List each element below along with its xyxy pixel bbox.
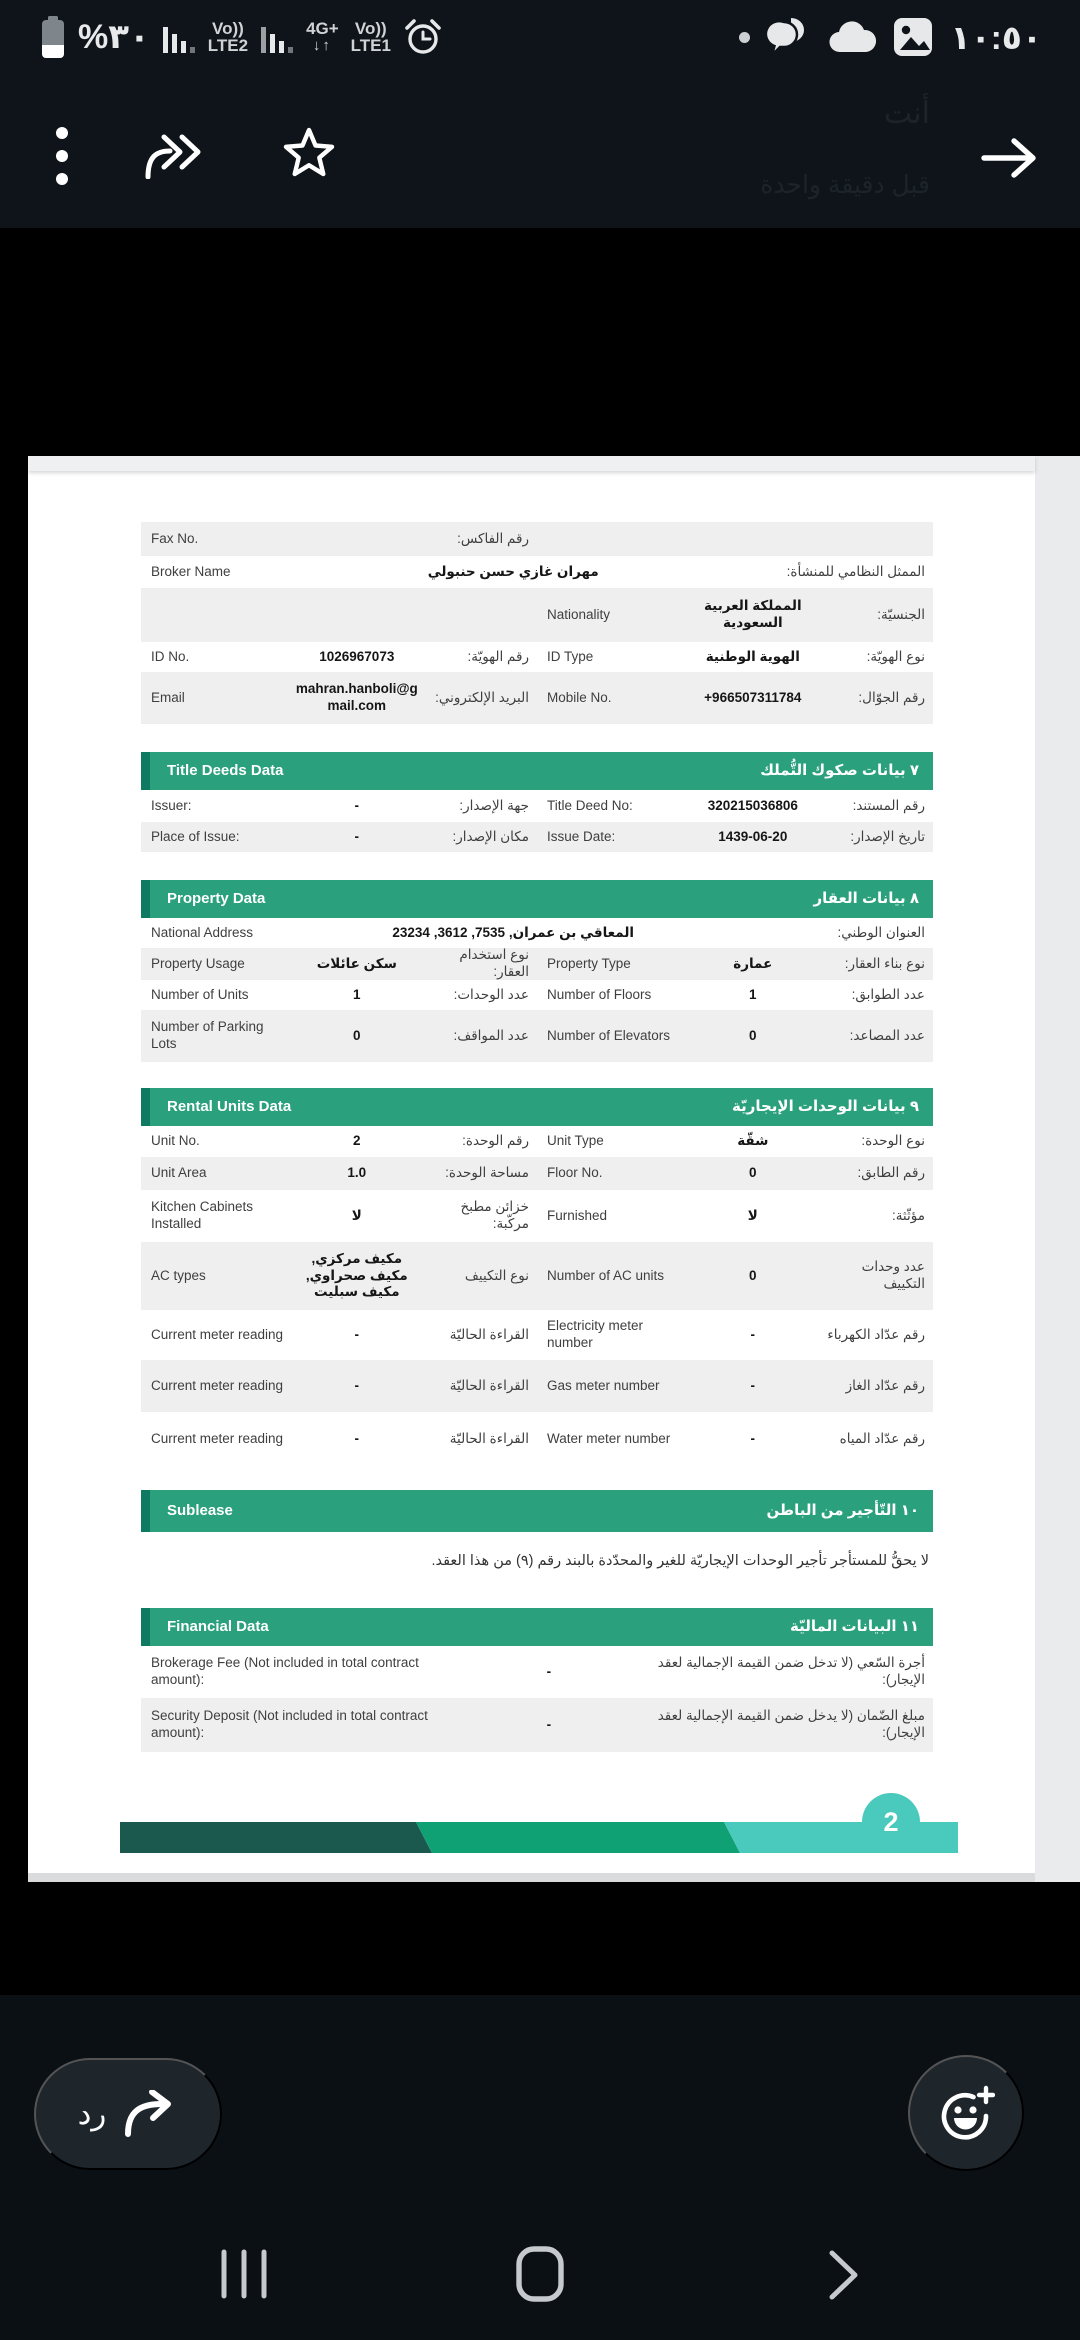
table-row [141, 1310, 933, 1360]
field-label-ar: رقم الطابق: [857, 1165, 925, 1181]
signal-bars-icon [260, 19, 294, 55]
nav-home-button[interactable] [516, 2246, 564, 2305]
table-row [141, 672, 933, 724]
field-label-ar: الجنسيّة: [877, 606, 925, 622]
top-system-area [0, 0, 1080, 228]
field-label-en: Email [151, 689, 185, 705]
field-value: - [354, 1377, 360, 1393]
document-page [28, 456, 1035, 1882]
field-label-en: Broker Name [151, 563, 231, 579]
contract-document [141, 522, 933, 1752]
star-icon [282, 127, 336, 179]
notification-dot-icon [739, 32, 750, 43]
gallery-icon [893, 17, 933, 57]
forward-button[interactable] [142, 130, 206, 180]
field-label-en: Brokerage Fee (Not included in total contract amount): [151, 1655, 419, 1687]
more-options-button[interactable] [38, 122, 86, 190]
field-label-ar: جهة الإصدار: [459, 797, 529, 813]
field-label-ar: رقم الفاكس: [457, 530, 529, 546]
field-label-en: Unit Area [151, 1165, 207, 1181]
field-value: 2 [353, 1133, 361, 1149]
field-label-en: AC types [151, 1267, 206, 1283]
field-label-en: Issue Date: [547, 828, 616, 844]
table-row [141, 980, 933, 1010]
field-label-en: Kitchen Cabinets Installed [151, 1199, 254, 1231]
field-label-ar: مساحة الوحدة: [445, 1165, 529, 1181]
field-value: - [750, 1430, 756, 1446]
field-value: +966507311784 [704, 689, 802, 705]
field-label-ar: مؤثّثة: [891, 1207, 925, 1223]
adjacent-page-edge [1035, 456, 1080, 1882]
kebab-menu-icon [55, 125, 69, 187]
field-value: المملكة العربية السعودية [704, 598, 802, 630]
star-button[interactable] [280, 124, 338, 182]
table-row [141, 1190, 933, 1242]
field-label-en: Issuer: [151, 797, 192, 813]
field-label-en: Electricity meter number [547, 1318, 644, 1350]
field-label-en: ID Type [547, 648, 594, 664]
field-value: سكن عائلات [316, 955, 397, 971]
emoji-plus-icon [937, 2085, 995, 2141]
footer-segment-mid [416, 1822, 740, 1853]
field-value: الهوية الوطنية [705, 648, 800, 664]
reply-button-label: رد [77, 2096, 107, 2131]
field-value: 1.0 [347, 1165, 367, 1181]
field-label-ar: تاريخ الإصدار: [850, 828, 925, 844]
section-title-en: Financial Data [167, 1617, 269, 1635]
add-reaction-button[interactable] [908, 2055, 1024, 2171]
field-value: المعاقي بن عمران, 7535, 3612, 23234 [392, 924, 635, 940]
field-value: 0 [749, 1027, 757, 1043]
table-row [141, 556, 933, 588]
page-number-badge: 2 [862, 1793, 920, 1851]
field-value: 1 [749, 986, 757, 1002]
field-label-ar: رقم عدّاد الغاز [845, 1377, 925, 1393]
table-row [141, 1360, 933, 1412]
table-row [141, 1157, 933, 1190]
field-value: - [354, 828, 360, 844]
field-label-ar: رقم الجوّال: [858, 689, 925, 705]
message-timestamp: قبل دقيقة واحدة [760, 171, 930, 199]
field-value: - [546, 1663, 552, 1679]
section-header-financial [141, 1608, 933, 1646]
section-title-ar: ١١ البيانات الماليّة [790, 1617, 919, 1635]
field-label-en: Property Usage [151, 955, 245, 971]
field-label-ar: نوع الوحدة: [861, 1133, 925, 1149]
field-label-en: National Address [151, 924, 254, 940]
field-label-ar: رقم الوحدة: [462, 1133, 529, 1149]
back-arrow-icon [980, 137, 1038, 179]
section-title-en: Title Deeds Data [167, 761, 284, 779]
table-row [141, 522, 933, 556]
sender-name: أنت [883, 97, 930, 130]
sim1-network-badge: Vo)) LTE2 [207, 19, 249, 55]
section-header-sublease [141, 1490, 933, 1532]
home-icon [516, 2246, 564, 2302]
field-label-ar: عدد الطوابق: [851, 986, 925, 1002]
field-value: شقّة [737, 1133, 769, 1149]
field-label-en: Floor No. [547, 1165, 603, 1181]
media-toolbar [0, 74, 1080, 228]
field-value: لا [351, 1207, 362, 1223]
field-value: لا [747, 1207, 758, 1223]
field-label-ar: رقم المستند: [852, 797, 925, 813]
back-button[interactable] [976, 134, 1042, 182]
field-label-ar: القراءة الحاليّة [449, 1326, 529, 1342]
field-label-en: Gas meter number [547, 1377, 660, 1393]
field-value: - [354, 1430, 360, 1446]
field-label-ar: نوع استخدام العقار: [459, 947, 529, 979]
field-label-en: ID No. [151, 648, 190, 664]
section-title-ar: ٧ بيانات صكوك التُّملك [760, 761, 919, 779]
field-label-ar: أجرة السّعي (لا تدخل ضمن القيمة الإجمالية لعقد الإيجار): [657, 1655, 925, 1687]
table-row [141, 642, 933, 672]
field-label-en: Number of Parking Lots [151, 1019, 264, 1051]
field-label-en: Security Deposit (Not included in total contract amount): [151, 1708, 428, 1740]
alarm-icon [403, 17, 443, 57]
field-value: 1 [353, 986, 361, 1002]
reply-arrow-icon [122, 2090, 178, 2138]
status-left-cluster [40, 16, 443, 58]
field-label-ar: عدد المواقف: [453, 1027, 529, 1043]
field-label-ar: رقم الهويّة: [467, 648, 529, 664]
section-header-rental-units [141, 1088, 933, 1126]
table-row [141, 1242, 933, 1310]
field-label-ar: عدد الوحدات: [453, 986, 529, 1002]
field-label-en: Number of AC units [547, 1267, 665, 1283]
section-title-ar: ٨ بيانات العقار [813, 889, 919, 907]
table-row [141, 918, 933, 948]
field-label-ar: مكان الإصدار: [452, 828, 529, 844]
field-label-en: Property Type [547, 955, 631, 971]
table-row [141, 948, 933, 980]
table-row [141, 588, 933, 642]
nav-recents-button[interactable] [220, 2248, 268, 2303]
table-row [141, 1412, 933, 1466]
field-value: مكيف مركزي, مكيف صحراوي, مكيف سبليت [305, 1250, 408, 1300]
field-value: 1026967073 [319, 648, 395, 664]
field-label-en: Title Deed No: [547, 797, 633, 813]
section-header-property [141, 880, 933, 918]
page-bottom-edge [28, 1873, 1035, 1882]
recents-icon [220, 2248, 268, 2300]
page-footer-bar [120, 1806, 958, 1853]
field-value: mahran.hanboli@gmail.com [295, 681, 418, 713]
field-label-ar: نوع الهويّة: [866, 648, 925, 664]
field-value: 320215036806 [707, 797, 798, 813]
battery-icon [40, 16, 66, 58]
field-label-en: Current meter reading [151, 1377, 284, 1393]
field-value: مهران غازي حسن حنبولي [427, 563, 599, 579]
field-label-ar: القراءة الحاليّة [449, 1430, 529, 1446]
forward-all-icon [144, 131, 204, 179]
field-label-ar: مبلغ الضّمان (لا يدخل ضمن القيمة الإجمالية لعقد الإيجار): [657, 1708, 925, 1740]
section-title-en: Sublease [167, 1501, 233, 1519]
table-row [141, 790, 933, 822]
clock-time: ١٠:٥٠ [950, 18, 1042, 56]
field-label-en: Nationality [547, 606, 611, 622]
table-row [141, 1126, 933, 1157]
page-top-edge [28, 456, 1035, 471]
field-label-ar: عدد وحدات التكييف [861, 1259, 925, 1291]
field-label-ar: البريد الإلكتروني: [435, 689, 529, 705]
status-right-cluster [739, 16, 1042, 58]
field-value: - [750, 1377, 756, 1393]
nav-back-chevron-icon [828, 2250, 860, 2300]
field-label-ar: العنوان الوطني: [837, 924, 925, 940]
field-label-en: Furnished [547, 1207, 608, 1223]
table-row [141, 1646, 933, 1698]
field-label-ar: رقم عدّاد الكهرباء [827, 1326, 925, 1342]
field-label-en: Mobile No. [547, 689, 612, 705]
field-label-en: Number of Floors [547, 986, 652, 1002]
section-title-ar: ٩ بيانات الوحدات الإيجاريّة [731, 1097, 919, 1115]
table-row [141, 1698, 933, 1752]
field-value: 0 [353, 1027, 361, 1043]
field-label-en: Unit No. [151, 1133, 200, 1149]
cloud-icon [828, 20, 876, 54]
field-value: - [354, 1326, 360, 1342]
reply-button[interactable] [34, 2058, 222, 2170]
status-bar [0, 0, 1080, 74]
field-value: عمارة [733, 955, 773, 971]
field-value: - [750, 1326, 756, 1342]
section-title-ar: ١٠ التّأجير من الباطن [766, 1501, 919, 1519]
section-header-title-deeds [141, 752, 933, 790]
field-label-ar: الممثل النظامي للمنشأة: [786, 563, 925, 579]
chat-bubble-icon [767, 16, 811, 58]
field-label-ar: عدد المصاعد: [849, 1027, 925, 1043]
field-label-en: Unit Type [547, 1133, 604, 1149]
field-label-en: Current meter reading [151, 1430, 284, 1446]
field-label-ar: رقم عدّاد المياه [839, 1430, 925, 1446]
nav-back-button[interactable] [828, 2250, 860, 2303]
footer-segment-light [724, 1822, 958, 1853]
field-label-en: Water meter number [547, 1430, 671, 1446]
field-label-ar: نوع التكييف [464, 1267, 529, 1283]
table-row [141, 822, 933, 852]
sublease-clause-text: لا يحقُّ للمستأجر تأجير الوحدات الإيجاريّة للغير والمحدّدة بالبند رقم (٩) من هذا العقد. [431, 1553, 929, 1569]
field-label-en: Current meter reading [151, 1326, 284, 1342]
field-label-en: Number of Elevators [547, 1027, 671, 1043]
battery-percent: %٣٠ [78, 18, 150, 56]
field-value: - [546, 1716, 552, 1732]
sim2-network-badge: Vo)) LTE1 [350, 19, 391, 55]
field-label-en: Place of Issue: [151, 828, 240, 844]
field-label-en: Fax No. [151, 530, 199, 546]
section-title-en: Property Data [167, 889, 266, 907]
mobile-data-badge: 4G+ ↓↑ [306, 19, 339, 54]
table-row [141, 1010, 933, 1062]
field-label-ar: خزائن مطبخ مركّبة: [460, 1199, 529, 1231]
field-label-ar: نوع بناء العقار: [844, 955, 925, 971]
field-label-en: Number of Units [151, 986, 249, 1002]
section-title-en: Rental Units Data [167, 1097, 292, 1115]
field-label-ar: القراءة الحاليّة [449, 1377, 529, 1393]
field-value: 0 [749, 1267, 757, 1283]
field-value: 1439-06-20 [718, 828, 788, 844]
field-value: 0 [749, 1165, 757, 1181]
signal-bars-icon [162, 19, 196, 55]
footer-segment-dark [120, 1822, 432, 1853]
field-value: - [354, 797, 360, 813]
